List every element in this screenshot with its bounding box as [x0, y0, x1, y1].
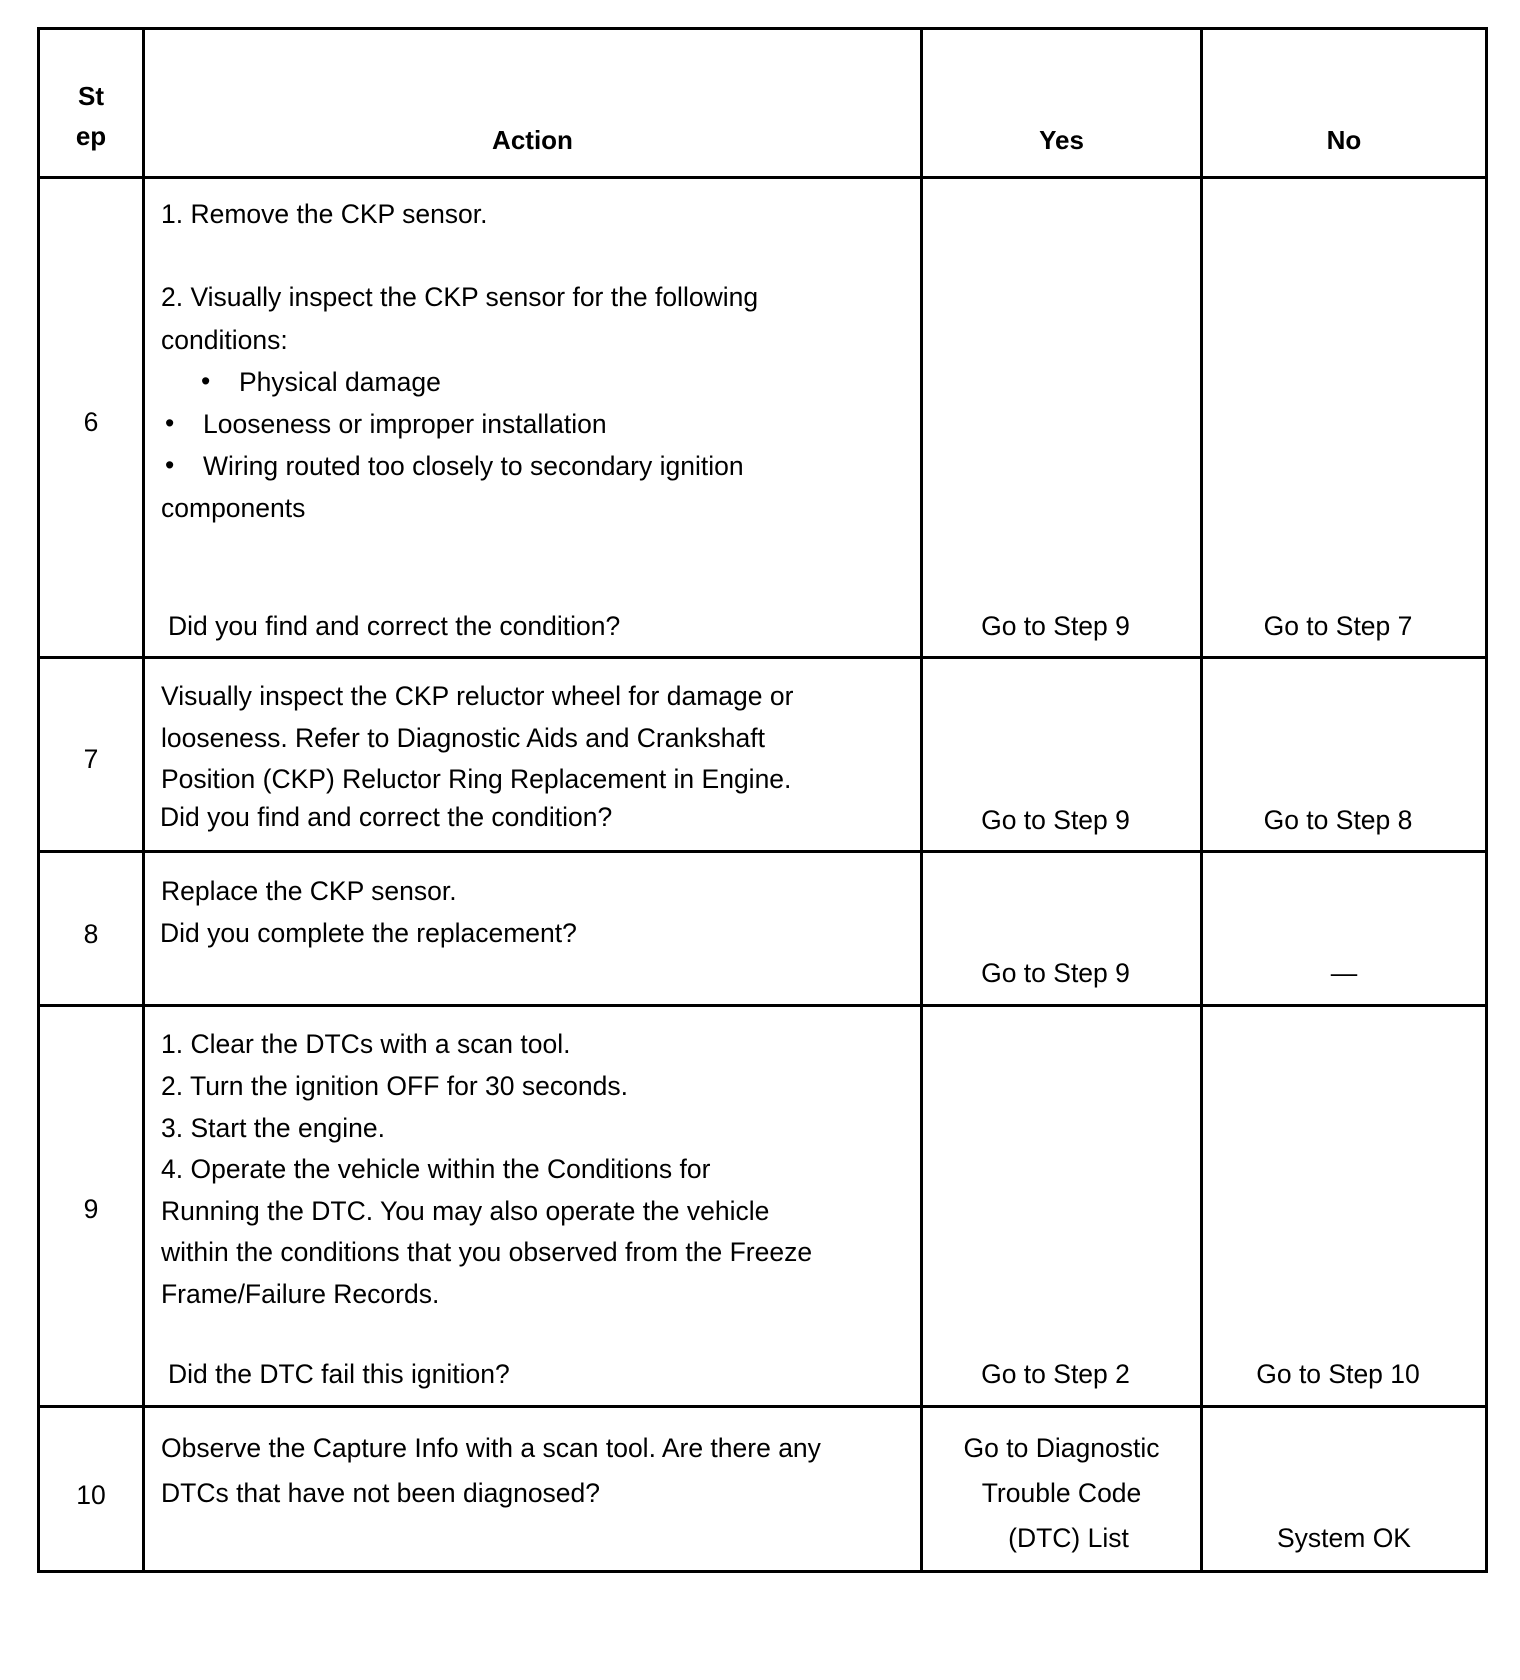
yes-answer-line: Go to Diagnostic: [963, 1433, 1160, 1463]
no-cell: [1202, 852, 1487, 1006]
step-cell: [39, 1407, 144, 1572]
action-line: looseness. Refer to Diagnostic Aids and Crankshaft: [161, 723, 765, 753]
bullet-item-cont: components: [161, 493, 306, 523]
no-cell: [1202, 658, 1487, 852]
action-line: Replace the CKP sensor.: [161, 876, 457, 906]
action-item: 4. Operate the vehicle within the Conditions for: [161, 1154, 711, 1184]
bullet-item: Looseness or improper installation: [203, 409, 607, 439]
no-answer: Go to Step 7: [1263, 611, 1413, 641]
action-question: Did the DTC fail this ignition?: [168, 1359, 510, 1389]
action-question: Did you find and correct the condition?: [168, 611, 621, 641]
action-question: Did you complete the replacement?: [160, 918, 577, 948]
action-cell: [144, 1006, 922, 1407]
yes-cell: [922, 1407, 1202, 1572]
step-number: 7: [83, 744, 99, 774]
header-step: [39, 29, 144, 178]
bullet-item: Physical damage: [239, 367, 441, 397]
yes-cell: [922, 658, 1202, 852]
no-cell: [1202, 1407, 1487, 1572]
action-question: Did you find and correct the condition?: [160, 802, 613, 832]
header-step-line1: St: [78, 81, 104, 111]
diagnostic-table: [37, 27, 1488, 1573]
action-item-cont: within the conditions that you observed from the Freeze: [161, 1237, 813, 1267]
action-line: Visually inspect the CKP reluctor wheel for damage or: [161, 681, 794, 711]
step-number: 9: [83, 1194, 99, 1224]
action-item-cont: Running the DTC. You may also operate the vehicle: [161, 1196, 770, 1226]
no-answer: Go to Step 10: [1256, 1359, 1420, 1389]
action-cell: [144, 658, 922, 852]
yes-answer: Go to Step 9: [981, 958, 1130, 988]
no-answer: —: [1330, 958, 1358, 988]
step-cell: [39, 1006, 144, 1407]
step-cell: [39, 852, 144, 1006]
table-row-step-8: [39, 852, 1487, 1006]
yes-answer-line: (DTC) List: [1008, 1523, 1129, 1553]
bullet-icon: •: [165, 450, 175, 480]
table-row-step-6: [39, 178, 1487, 658]
yes-answer: Go to Step 9: [981, 611, 1130, 641]
action-item-cont: conditions:: [161, 325, 288, 355]
action-item: 2. Turn the ignition OFF for 30 seconds.: [161, 1071, 628, 1101]
action-item: 1. Remove the CKP sensor.: [161, 199, 488, 229]
no-answer: Go to Step 8: [1263, 805, 1413, 835]
step-number: 10: [76, 1480, 106, 1510]
yes-answer: Go to Step 2: [981, 1359, 1130, 1389]
step-cell: [39, 178, 144, 658]
step-number: 8: [83, 919, 99, 949]
action-item: 1. Clear the DTCs with a scan tool.: [161, 1029, 571, 1059]
action-cell: [144, 178, 922, 658]
action-item: 3. Start the engine.: [161, 1113, 385, 1143]
table-row-step-7: [39, 658, 1487, 852]
bullet-item: Wiring routed too closely to secondary ignition: [203, 451, 744, 481]
yes-cell: [922, 1006, 1202, 1407]
bullet-icon: •: [201, 366, 211, 396]
header-step-line2: ep: [75, 121, 107, 151]
yes-cell: [922, 852, 1202, 1006]
no-cell: [1202, 1006, 1487, 1407]
step-cell: [39, 658, 144, 852]
action-line: DTCs that have not been diagnosed?: [161, 1478, 601, 1508]
action-cell: [144, 852, 922, 1006]
action-cell: [144, 1407, 922, 1572]
table-row-step-9: [39, 1006, 1487, 1407]
yes-answer-line: Trouble Code: [981, 1478, 1142, 1508]
yes-cell: [922, 178, 1202, 658]
no-answer: System OK: [1276, 1523, 1411, 1553]
yes-answer: Go to Step 9: [981, 805, 1130, 835]
table-row-step-10: [39, 1407, 1487, 1572]
bullet-icon: •: [165, 408, 175, 438]
header-action: Action: [144, 29, 922, 178]
step-number: 6: [83, 407, 99, 437]
action-item: 2. Visually inspect the CKP sensor for the following: [161, 282, 759, 312]
no-cell: [1202, 178, 1487, 658]
action-item-cont: Frame/Failure Records.: [161, 1279, 440, 1309]
table-header-row: [39, 29, 1487, 178]
action-line: Observe the Capture Info with a scan tool. Are there any: [161, 1433, 821, 1463]
header-yes: Yes: [922, 29, 1202, 178]
action-line: Position (CKP) Reluctor Ring Replacement in Engine.: [161, 764, 792, 794]
header-no: No: [1202, 29, 1487, 178]
